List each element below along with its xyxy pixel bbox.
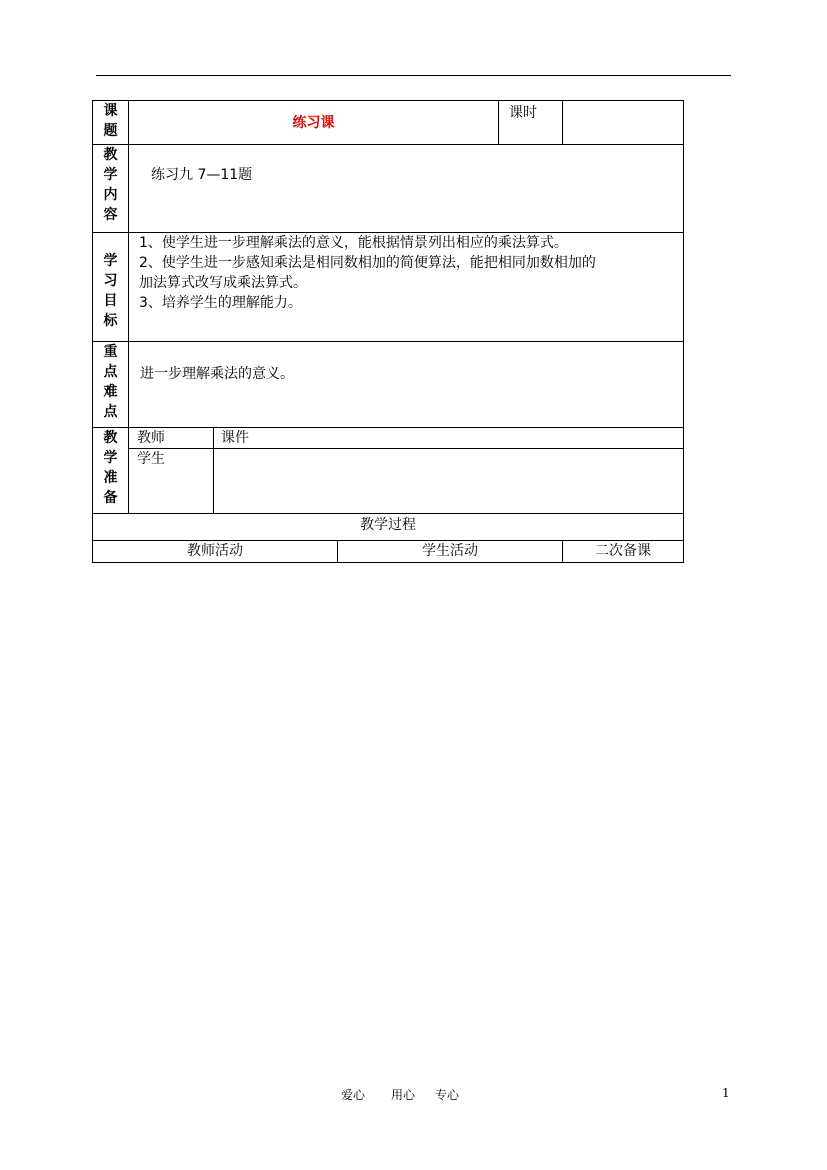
content-label: 教 学 内 容: [93, 145, 129, 233]
col-second-prep: 二次备课: [563, 541, 684, 563]
process-title: 教学过程: [93, 514, 684, 541]
goal-item: 2、使学生进一步感知乘法是相同数相加的简便算法，能把相同加数相加的: [139, 255, 596, 271]
topic-value: 练习课: [129, 101, 499, 145]
footer-item-1: 爱心: [341, 1088, 366, 1102]
content-value: 练习九 7—11题: [129, 145, 684, 233]
process-header-row: [93, 541, 684, 563]
lesson-plan-table: [92, 100, 684, 563]
col-teacher-activity: 教师活动: [93, 541, 338, 563]
footer-item-3: 专心: [435, 1088, 460, 1102]
period-value: [563, 101, 684, 145]
goal-item: 1、使学生进一步理解乘法的意义，能根据情景列出相应的乘法算式。: [139, 235, 568, 251]
prep-label: 教 学 准 备: [93, 428, 129, 514]
goals-label: 学 习 目 标: [93, 233, 129, 342]
goal-item: 3、培养学生的理解能力。: [139, 295, 302, 311]
focus-value: 进一步理解乘法的意义。: [129, 342, 684, 428]
prep-teacher-label: 教师: [129, 428, 214, 449]
prep-teacher-row: [93, 428, 684, 449]
footer-item-2: 用心: [391, 1088, 416, 1102]
goal-item: 加法算式改写成乘法算式。: [139, 275, 307, 291]
process-title-row: [93, 514, 684, 541]
content-row: [93, 145, 684, 233]
goals-list: [129, 233, 684, 342]
topic-label: 课 题: [93, 101, 129, 145]
focus-row: [93, 342, 684, 428]
prep-student-value: [214, 449, 684, 514]
focus-label: 重 点 难 点: [93, 342, 129, 428]
header-rule: [96, 75, 731, 76]
period-label: 课时: [499, 101, 563, 145]
prep-teacher-value: 课件: [214, 428, 684, 449]
page-number: 1: [722, 1086, 730, 1100]
topic-row: [93, 101, 684, 145]
goals-row: [93, 233, 684, 342]
prep-student-label: 学生: [129, 449, 214, 514]
prep-student-row: [93, 449, 684, 514]
col-student-activity: 学生活动: [338, 541, 563, 563]
